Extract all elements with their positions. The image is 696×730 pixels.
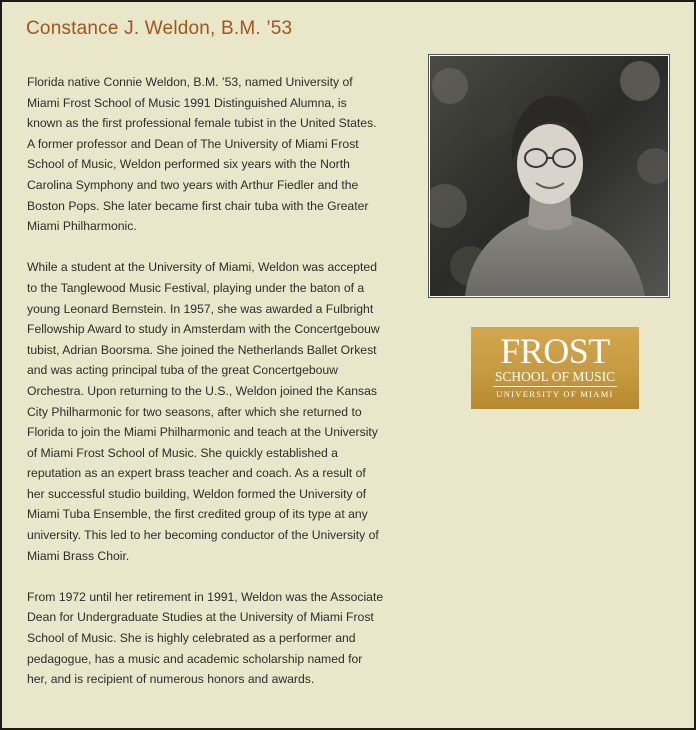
- bio-paragraph-3: From 1972 until her retirement in 1991, Weldon was the Associate Dean for Undergraduate Studies at the University of Miami Frost School of Music. She is highly celebrated as a performer and pedagogue, has a music and academic scholarship named for her, and is recipient of numerous honors and awards.: [27, 589, 384, 687]
- frost-school-logo: [471, 327, 639, 409]
- bio-paragraph-2: While a student at the University of Miami, Weldon was accepted to the Tanglewood Music Festival, playing under the baton of a young Leonard Bernstein. In 1957, she was awarded a Fulbright Fellowship Award to study in Amsterdam with the Concertgebouw tubist, Adrian Boorsma. She joined the Netherlands Ballet Orkest and was acting principal tuba of the great Concertgebouw Orchestra. Upon returning to the U.S., Weldon joined the Kansas City Philharmonic for two seasons, after which she returned to Florida to join the Miami Philharmonic and teach at the University of Miami Frost School of Music. She quickly established a reputation as an expert brass teacher and coach. As a result of her successful studio building, Weldon formed the University of Miami Tuba Ensemble, the first credited group of its type at any university. This led to her becoming conductor of the University of Miami Brass Choir.: [27, 260, 380, 563]
- logo-divider: [493, 386, 617, 387]
- bio-paragraph-1: Florida native Connie Weldon, B.M. ’53, named University of Miami Frost School of Music 1991 Distinguished Alumna, is known as the first professional female tubist in the United States. A former professor and Dean of The University of Miami Frost School of Music, Weldon performed six years with the North Carolina Symphony and two years with Arthur Fiedler and the Boston Pops. She later became first chair tuba with the Greater Miami Philharmonic.: [27, 75, 377, 234]
- portrait-photo: [428, 54, 670, 298]
- page-title: Constance J. Weldon, B.M. ’53: [26, 18, 293, 39]
- portrait-image: [430, 56, 668, 296]
- biography: [27, 72, 385, 710]
- logo-university: UNIVERSITY OF MIAMI: [496, 389, 614, 399]
- logo-subtitle: SCHOOL OF MUSIC: [494, 369, 616, 384]
- logo-wordmark: FROST: [500, 331, 610, 371]
